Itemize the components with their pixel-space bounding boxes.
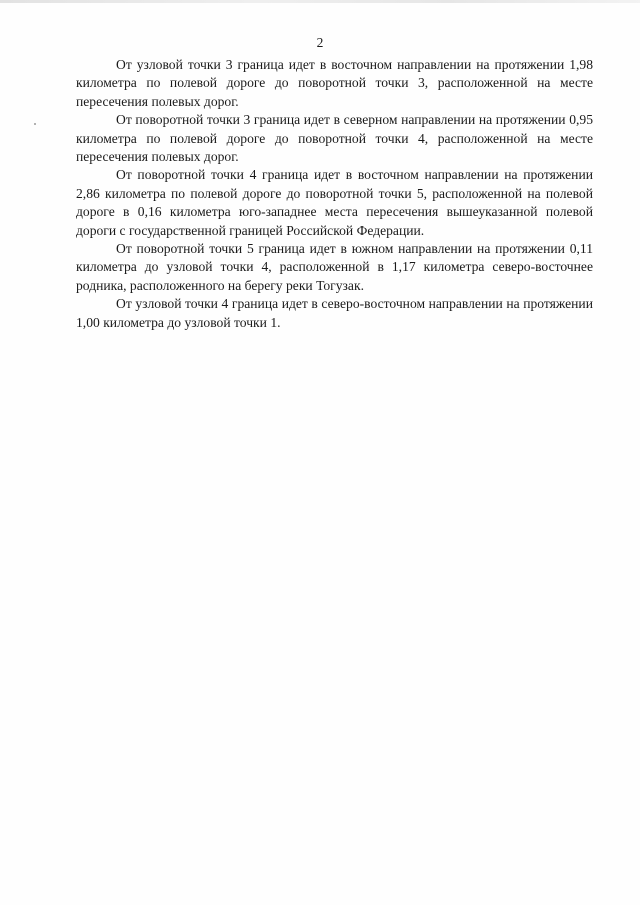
paragraph-5: От узловой точки 4 граница идет в северо-восточном направлении на протяжении 1,00 километра до узловой точки 1. bbox=[76, 296, 593, 330]
scan-edge-shadow bbox=[0, 0, 640, 3]
paragraph-2: От поворотной точки 3 граница идет в северном направлении на протяжении 0,95 километра по полевой дороге до поворотной точки 4, расположенной на месте пересечения полевых дорог. bbox=[76, 112, 593, 165]
paragraph-4: От поворотной точки 5 граница идет в южном направлении на протяжении 0,11 километра до узловой точки 4, расположенной в 1,17 километра северо-восточнее родника, расположенного на берегу реки Тогузак. bbox=[76, 241, 593, 293]
paragraph-3: От поворотной точки 4 граница идет в восточном направлении на протяжении 2,86 километра по полевой дороге до поворотной точки 5, расположенной на полевой дороге в 0,16 километра юго-западнее места пересечения вышеуказанной полевой дороги с государственной границей Российской Федерации. bbox=[76, 167, 593, 238]
scan-speck bbox=[34, 123, 36, 125]
page-number: 2 bbox=[316, 35, 324, 50]
document-body bbox=[76, 56, 593, 332]
paragraph-1: От узловой точки 3 граница идет в восточном направлении на протяжении 1,98 километра по полевой дороге до поворотной точки 3, расположенной на месте пересечения полевых дорог. bbox=[76, 57, 593, 109]
